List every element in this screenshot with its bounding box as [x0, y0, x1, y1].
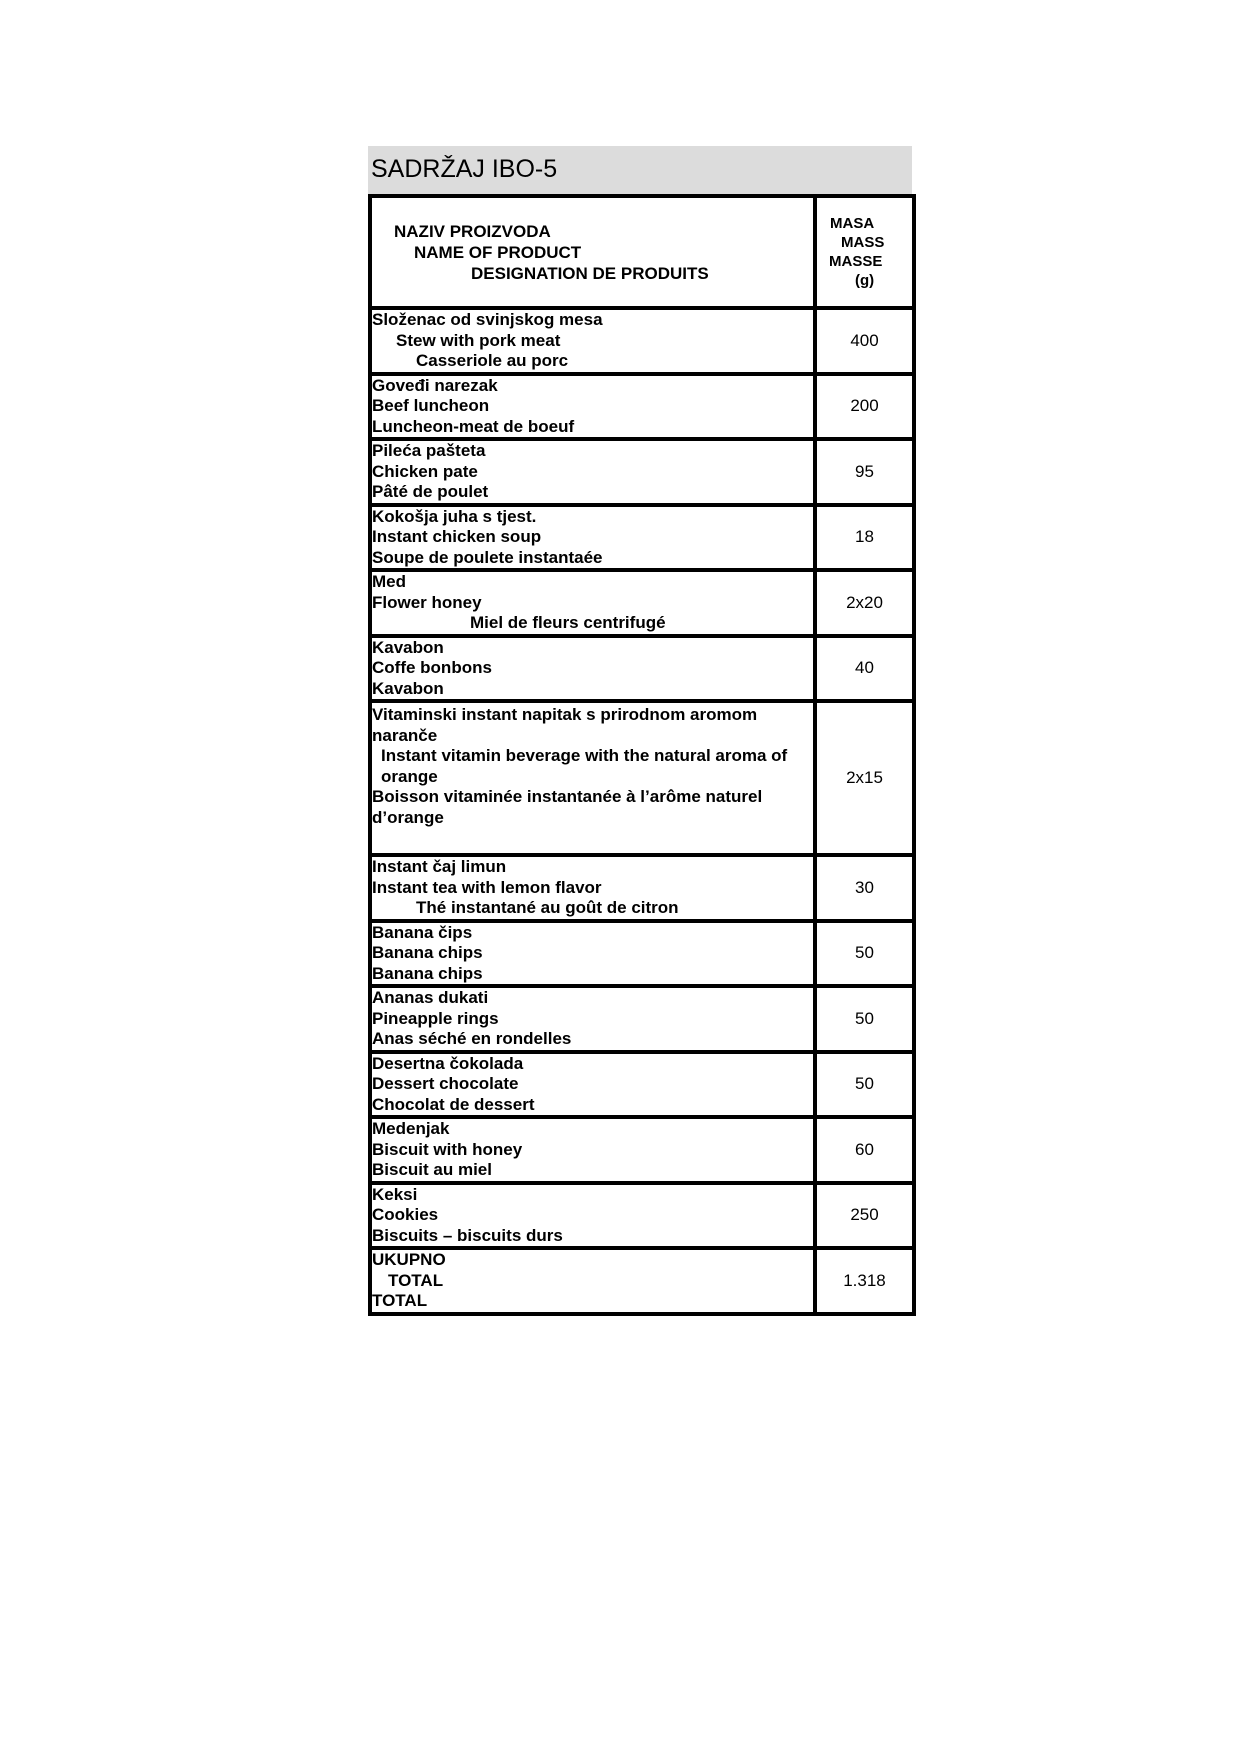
item-name-line: Miel de fleurs centrifugé [470, 613, 666, 632]
item-name-cell [370, 505, 815, 571]
item-name-line: Dessert chocolate [372, 1074, 519, 1093]
item-name-cell [370, 439, 815, 505]
item-name-line: Instant vitamin beverage with the natural aroma of orange [381, 746, 788, 786]
item-name-line: Složenac od svinjskog mesa [372, 310, 603, 329]
table-row [370, 855, 914, 921]
item-name-line: Instant tea with lemon flavor [372, 877, 602, 897]
item-name-cell [370, 1052, 815, 1118]
item-name-line: Beef luncheon [372, 396, 490, 415]
item-name-line: Soupe de poulete instantaée [372, 547, 603, 567]
item-name-line: Pileća pašteta [372, 441, 486, 460]
item-name-line: Kokošja juha s tjest. [372, 506, 537, 526]
table-row [370, 1052, 914, 1118]
table-row [370, 701, 914, 855]
table-row [370, 921, 914, 987]
total-label-line: TOTAL [388, 1270, 444, 1290]
item-name-line: Desertna čokolada [372, 1053, 524, 1073]
item-name-line: Biscuits – biscuits durs [372, 1225, 563, 1245]
item-name-line: Pâté de poulet [372, 482, 489, 501]
item-mass-cell: 18 [815, 505, 914, 571]
table-row [370, 986, 914, 1052]
header-name-cell [370, 196, 815, 308]
title-bar [368, 146, 912, 194]
item-mass-cell: 60 [815, 1117, 914, 1183]
item-name-line: Coffe bonbons [372, 658, 492, 677]
table-row [370, 374, 914, 440]
total-label-line: TOTAL [372, 1291, 428, 1310]
header-mass-line: MASS [841, 234, 885, 251]
item-name-line: Vitaminski instant napitak s prirodnom aromom naranče [372, 705, 758, 745]
table-row [370, 636, 914, 702]
item-name-cell [370, 1117, 815, 1183]
page-title: SADRŽAJ IBO-5 [371, 155, 558, 183]
item-mass-cell: 400 [815, 308, 914, 374]
table-row [370, 570, 914, 636]
item-name-line: Anas séché en rondelles [372, 1029, 572, 1048]
header-name-line: NAME OF PRODUCT [414, 242, 582, 262]
item-name-cell [370, 570, 815, 636]
table-row [370, 308, 914, 374]
item-name-line: Stew with pork meat [396, 330, 561, 350]
item-name-cell [370, 308, 815, 374]
item-name-cell [370, 701, 815, 855]
item-name-line: Medenjak [372, 1119, 450, 1138]
item-name-line: Chocolat de dessert [372, 1094, 535, 1114]
item-name-line: Pineapple rings [372, 1008, 499, 1028]
item-mass-cell: 30 [815, 855, 914, 921]
item-mass-cell: 200 [815, 374, 914, 440]
table-row [370, 505, 914, 571]
item-name-line: Ananas dukati [372, 988, 489, 1007]
header-name-line: DESIGNATION DE PRODUITS [471, 263, 709, 283]
item-mass-cell: 2x20 [815, 570, 914, 636]
total-name-cell [370, 1248, 815, 1314]
item-name-line: Kavabon [372, 637, 444, 657]
item-name-line: Banana čips [372, 922, 473, 942]
item-name-line: Casseriole au porc [416, 351, 569, 370]
item-name-line: Biscuit au miel [372, 1160, 492, 1179]
item-mass-cell: 50 [815, 1052, 914, 1118]
item-name-cell [370, 855, 815, 921]
table-header-row [370, 196, 914, 308]
item-name-line: Chicken pate [372, 461, 478, 481]
item-name-cell [370, 374, 815, 440]
item-name-line: Banana chips [372, 963, 483, 983]
item-mass-cell: 50 [815, 986, 914, 1052]
item-name-line: Keksi [372, 1184, 418, 1204]
total-row [370, 1248, 914, 1314]
item-mass-cell: 50 [815, 921, 914, 987]
item-name-cell [370, 636, 815, 702]
item-mass-cell: 95 [815, 439, 914, 505]
item-name-line: Instant čaj limun [372, 857, 507, 876]
table-row [370, 1117, 914, 1183]
header-mass-line: (g) [855, 272, 875, 289]
item-mass-cell: 250 [815, 1183, 914, 1249]
item-name-line: Instant chicken soup [372, 527, 542, 546]
contents-table [368, 194, 916, 1316]
item-mass-cell: 40 [815, 636, 914, 702]
item-name-line: Flower honey [372, 592, 482, 612]
item-name-line: Goveđi narezak [372, 375, 498, 395]
item-name-line: Kavabon [372, 678, 444, 698]
header-name-line: NAZIV PROIZVODA [394, 221, 551, 241]
item-name-line: Boisson vitaminée instantanée à l’arôme naturel d’orange [372, 787, 763, 827]
item-name-line: Thé instantané au goût de citron [416, 898, 679, 917]
header-mass-line: MASSE [829, 253, 883, 270]
item-name-cell [370, 921, 815, 987]
table-row [370, 1183, 914, 1249]
table-row [370, 439, 914, 505]
item-mass-cell: 2x15 [815, 701, 914, 855]
item-name-line: Luncheon-meat de boeuf [372, 416, 575, 436]
total-mass-cell: 1.318 [815, 1248, 914, 1314]
item-name-cell [370, 986, 815, 1052]
item-name-line: Biscuit with honey [372, 1139, 523, 1159]
item-name-line: Med [372, 572, 406, 591]
header-mass-cell [815, 196, 914, 308]
total-label-line: UKUPNO [372, 1250, 446, 1269]
item-name-line: Banana chips [372, 943, 483, 962]
item-name-line: Cookies [372, 1205, 439, 1224]
item-name-cell [370, 1183, 815, 1249]
header-mass-line: MASA [830, 215, 875, 232]
